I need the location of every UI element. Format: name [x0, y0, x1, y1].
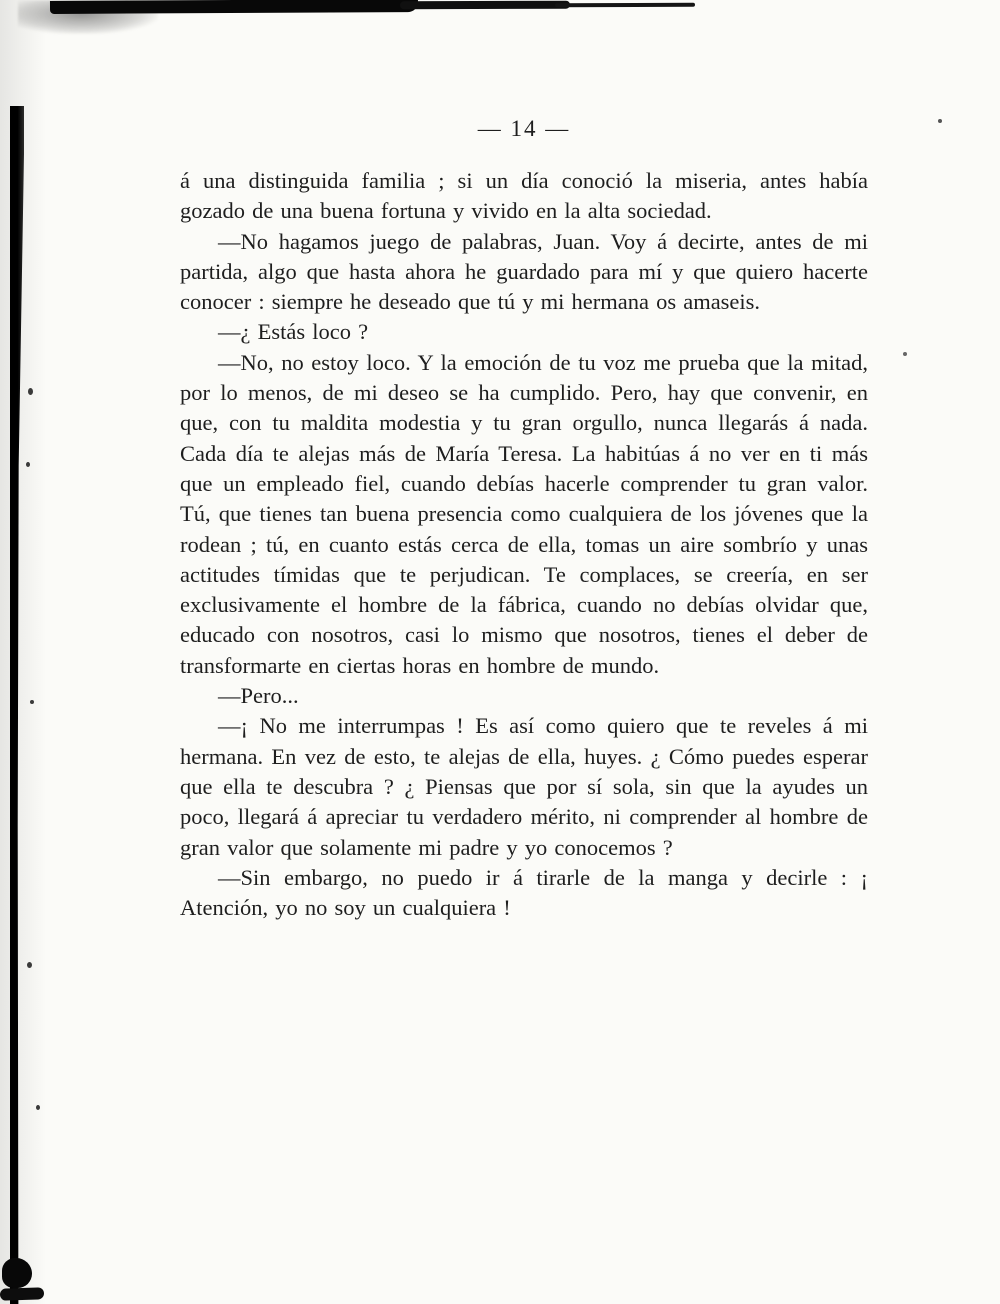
scan-artifact-top-line	[555, 3, 695, 7]
text-block	[180, 166, 868, 923]
scan-artifact-top-smudge	[18, 0, 158, 34]
paragraph-dialogue: —Sin embargo, no puedo ir á tirarle de la manga y decirle : ¡ Atención, yo no soy un cualquiera !	[180, 864, 868, 921]
paragraph-dialogue: —¡ No me interrumpas ! Es así como quiero que te reveles á mi hermana. En vez de esto, te alejas de ella, huyes. ¿ Cómo puedes esperar que ella te descubra ? ¿ Piensas que por sí sola, sin que la ayudes un poco, llegará á apreciar tu verdadero mérito, ni comprender al hombre de gran valor que solamente mi padre y yo conocemos ?	[180, 713, 868, 860]
paragraph-dialogue: —No hagamos juego de palabras, Juan. Voy á decirte, antes de mi partida, algo que hasta ahora he guardado para mí y que quiero hacerte conocer : siempre he deseado que tú y mi hermana os amaseis.	[180, 228, 868, 315]
paragraph-dialogue: —No, no estoy loco. Y la emoción de tu voz me prueba que la mitad, por lo menos, de mi deseo se ha cumplido. Pero, hay que convenir, en que, con tu maldita modestia y tu gran orgullo, nunca llegarás á nada. Cada día te alejas más de María Teresa. La habitúas á no ver en ti más que un empleado fiel, cuando debías hacerle comprender tu gran valor. Tú, que tienes tan buena presencia como cualquiera de los jóvenes que la rodean ; tú, en cuanto estás cerca de ella, tomas un aire sombrío y unas actitudes tímidas que te perjudican. Te complaces, se creería, en ser exclusivamente el hombre de la fábrica, cuando no debías olvidar que, educado con nosotros, casi lo mismo que nosotros, tienes el deber de transformarte en ciertas horas en hombre de mundo.	[180, 349, 868, 678]
scan-artifact-top-band	[50, 0, 418, 14]
scan-speck	[938, 119, 942, 123]
page-number: — 14 —	[477, 116, 571, 141]
scan-speck	[26, 462, 30, 467]
scan-speck	[903, 352, 907, 356]
scan-speck	[28, 388, 33, 395]
paragraph-continuation: á una distinguida familia ; si un día conoció la miseria, antes había gozado de una buena fortuna y vivido en la alta sociedad.	[180, 168, 868, 224]
left-edge-shadow	[0, 0, 46, 1304]
scan-speck	[27, 962, 32, 968]
paragraph-dialogue: —Pero...	[218, 683, 299, 709]
scan-artifact-top-band-mid	[400, 1, 570, 10]
scan-artifact-binding-bar	[10, 106, 24, 1304]
scan-artifact-bottom-blob	[2, 1258, 32, 1288]
scan-speck	[36, 1105, 40, 1110]
scan-speck	[30, 700, 34, 704]
scan-artifact-bottom-streak	[0, 1287, 44, 1301]
paragraph-dialogue: —¿ Estás loco ?	[218, 319, 369, 345]
